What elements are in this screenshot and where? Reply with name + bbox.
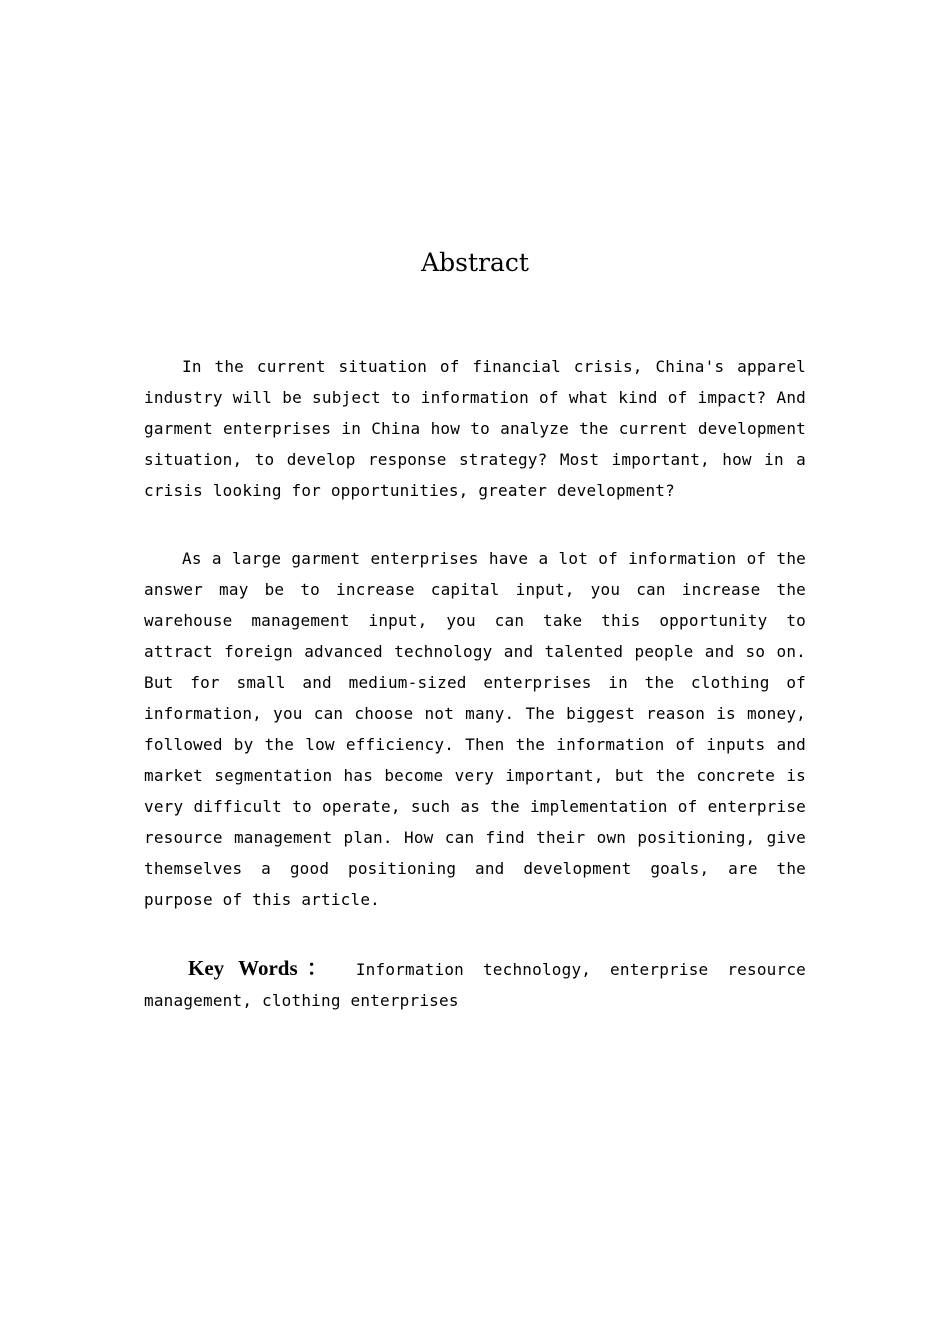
page-title: Abstract	[421, 248, 529, 277]
paragraph-text: In the current situation of financial crisis, China's apparel industry will be subject to information of what kind of impact? And garment enterprises in China how to analyze the current development situation, to develop response strategy? Most important, how in a crisis looking for opportunities, greater development?	[144, 357, 806, 500]
paragraph-text: As a large garment enterprises have a lot of information of the answer may be to increase capital input, you can increase the warehouse management input, you can take this opportunity to attract foreign advanced technology and talented people and so on. But for small and medium-sized enterprises in the clothing of information, you can choose not many. The biggest reason is money, followed by the low efficiency. Then the information of inputs and market segmentation has become very important, but the concrete is very difficult to operate, such as the implementation of enterprise resource management plan. How can find their own positioning, give themselves a good positioning and development goals, are the purpose of this article.	[144, 549, 806, 909]
keywords-label: Key Words：	[188, 956, 337, 980]
keywords-paragraph	[144, 953, 806, 1016]
keywords-section	[144, 953, 806, 1016]
keywords-text: Information technology, enterprise resource management, clothing enterprises	[144, 960, 806, 1010]
abstract-paragraph-2	[144, 543, 806, 915]
abstract-paragraph-1	[144, 351, 806, 506]
